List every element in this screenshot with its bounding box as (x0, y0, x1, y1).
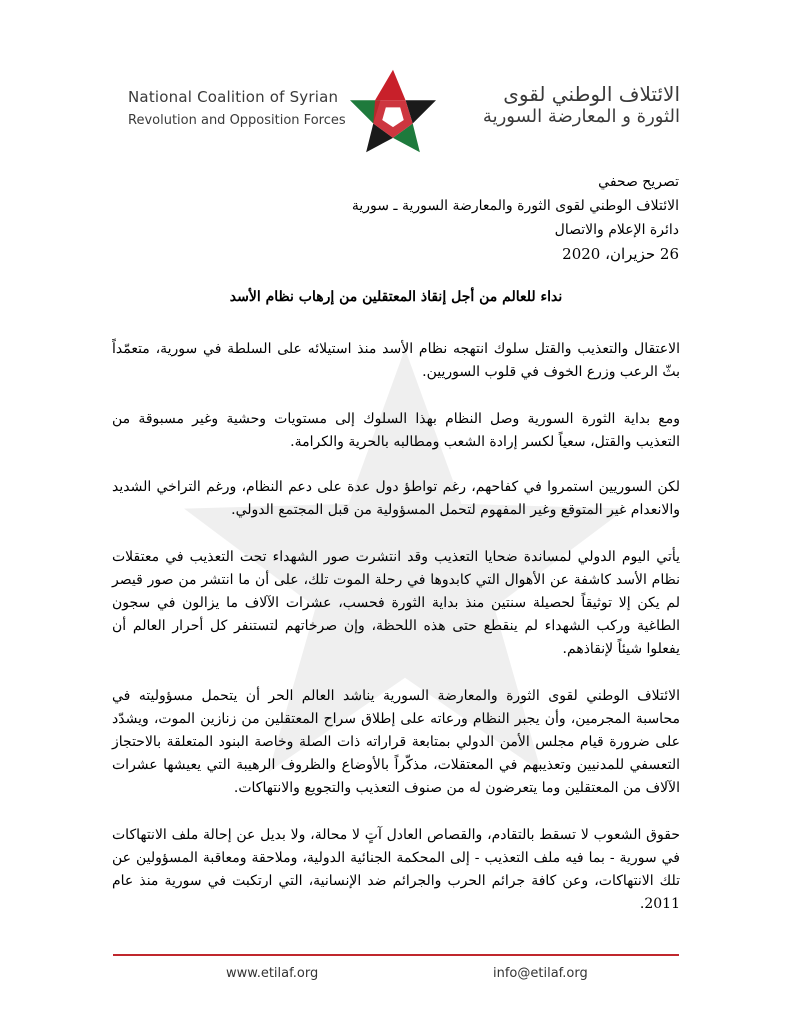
star-logo-icon (348, 68, 438, 154)
paragraph: الائتلاف الوطني لقوى الثورة والمعارضة السورية يناشد العالم الحر أن يتحمل مسؤوليته في محاسبة المجرمين، وأن يجبر النظام ورعاته على إطلاق سراح المعتقلين من زنازين الموت، ويشدّد على ضرورة قيام مجلس الأمن الدولي بمتابعة قراراته ذات الصلة وخاصة البنود المتعلقة بالاحتجاز التعسفي للمدنيين وتعذيبهم في المعتقلات، مذكّراً بالأوضاع والظروف الرهيبة التي يعيشها عشرات الآلاف من المعتقلين وما يتعرضون له من صنوف التعذيب والتجويع والانتهاكات. (112, 688, 680, 796)
org-name-ar-line1: الائتلاف الوطني لقوى (503, 82, 680, 106)
statement-title: نداء للعالم من أجل إنقاذ المعتقلين من إرهاب نظام الأسد (229, 289, 563, 305)
org-name-ar-line2: الثورة و المعارضة السورية (482, 106, 680, 127)
document-date: 26 حزيران، 2020 (562, 245, 679, 263)
paragraph: الاعتقال والتعذيب والقتل سلوك انتهجه نظام الأسد منذ استيلائه على السلطة في سورية، متعمّداً بثّ الرعب وزرع الخوف في قلوب السوريين. (112, 341, 680, 380)
document-meta (119, 170, 679, 266)
org-name-english (128, 88, 358, 128)
footer-website-link[interactable]: www.etilaf.org (226, 966, 319, 981)
org-name-en-line2: Revolution and Opposition Forces (128, 113, 346, 128)
paragraph: لكن السوريين استمروا في كفاحهم، رغم تواطؤ دول عدة على دعم النظام، ورغم التراخي الشديد والانعدام غير المتوقع وغير المفهوم لتحمل المسؤولية من قبل المجتمع الدولي. (112, 479, 680, 518)
statement-body (112, 338, 680, 940)
paragraph: حقوق الشعوب لا تسقط بالتقادم، والقصاص العادل آتٍ لا محالة، ولا بديل عن إحالة ملف الانتهاكات في سورية - بما فيه ملف التعذيب - إلى المحكمة الجنائية الدولية، وملاحقة ومعاقبة المسؤولين عن تلك الانتهاكات، وعن كافة جرائم الحرب والجرائم ضد الإنسانية، التي ارتكبت في سورية منذ عام 2011. (112, 827, 680, 912)
footer-email-link[interactable]: info@etilaf.org (493, 966, 588, 981)
paragraph: يأتي اليوم الدولي لمساندة ضحايا التعذيب وقد انتشرت صور الشهداء تحت التعذيب في معتقلات نظام الأسد كاشفة عن الأهوال التي كابدوها في رحلة الموت تلك، على أن ما انتشر من صور قيصر لم يكن إلا توثيقاً لحصيلة سنتين منذ بداية الثورة فحسب، عشرات الآلاف ما يزالون في سجون الطاغية وركب الشهداء لم ينقطع حتى هذه اللحظة، وإن صرخاتهم لتستنفر كل أحرار العالم أن يفعلوا شيئاً لإنقاذهم. (112, 549, 680, 657)
doc-type: تصريح صحفي (598, 174, 679, 190)
org-name-arabic (440, 82, 680, 127)
footer-divider (113, 954, 679, 956)
issuer-name: الائتلاف الوطني لقوى الثورة والمعارضة السورية ـ سورية (351, 198, 679, 214)
department: دائرة الإعلام والاتصال (554, 222, 679, 238)
org-name-en-line1: National Coalition of Syrian (128, 88, 339, 106)
paragraph: ومع بداية الثورة السورية وصل النظام بهذا السلوك إلى مستويات وحشية وغير مسبوقة من التعذيب والقتل، سعياً لكسر إرادة الشعب ومطالبه بالحرية والكرامة. (112, 411, 680, 450)
